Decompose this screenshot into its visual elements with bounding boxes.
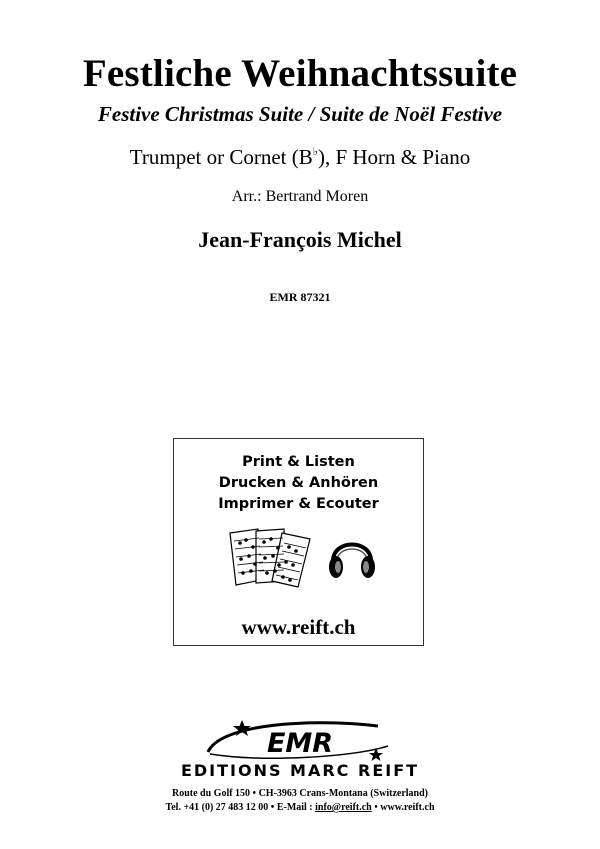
- contact-phone: Tel. +41 (0) 27 483 12 00 • E-Mail :: [165, 802, 316, 813]
- publisher-contact: [0, 801, 600, 814]
- title: Festliche Weihnachtssuite: [82, 52, 518, 95]
- instrumentation: [0, 144, 600, 170]
- composer: Jean-François Michel: [198, 227, 402, 252]
- flat-sign: ♭: [312, 146, 318, 158]
- sheet-music-icon: [226, 527, 314, 589]
- email-link[interactable]: info@reift.ch: [315, 802, 372, 813]
- contact-website[interactable]: • www.reift.ch: [371, 802, 435, 813]
- instrumentation-prefix: Trumpet or Cornet (B: [129, 145, 313, 169]
- promo-line-english: Print & Listen: [242, 454, 355, 470]
- publisher-address: Route du Golf 150 • CH-3963 Crans-Montana (Switzerland): [172, 788, 428, 799]
- instrumentation-suffix: ), F Horn & Piano: [317, 145, 471, 169]
- promo-line-german: Drucken & Anhören: [218, 475, 379, 491]
- headphones-icon: [326, 531, 378, 583]
- arranger: Arr.: Bertrand Moren: [231, 188, 369, 205]
- promo-line-french: Imprimer & Ecouter: [218, 496, 379, 512]
- emr-logo-text: EMR: [266, 728, 334, 759]
- catalog-number: EMR 87321: [269, 290, 331, 304]
- emr-logo: [200, 718, 400, 762]
- print-listen-box: [173, 438, 424, 646]
- publisher-name: EDITIONS MARC REIFT: [180, 761, 420, 780]
- promo-url[interactable]: www.reift.ch: [241, 615, 356, 639]
- subtitle: Festive Christmas Suite / Suite de Noël Festive: [97, 102, 503, 126]
